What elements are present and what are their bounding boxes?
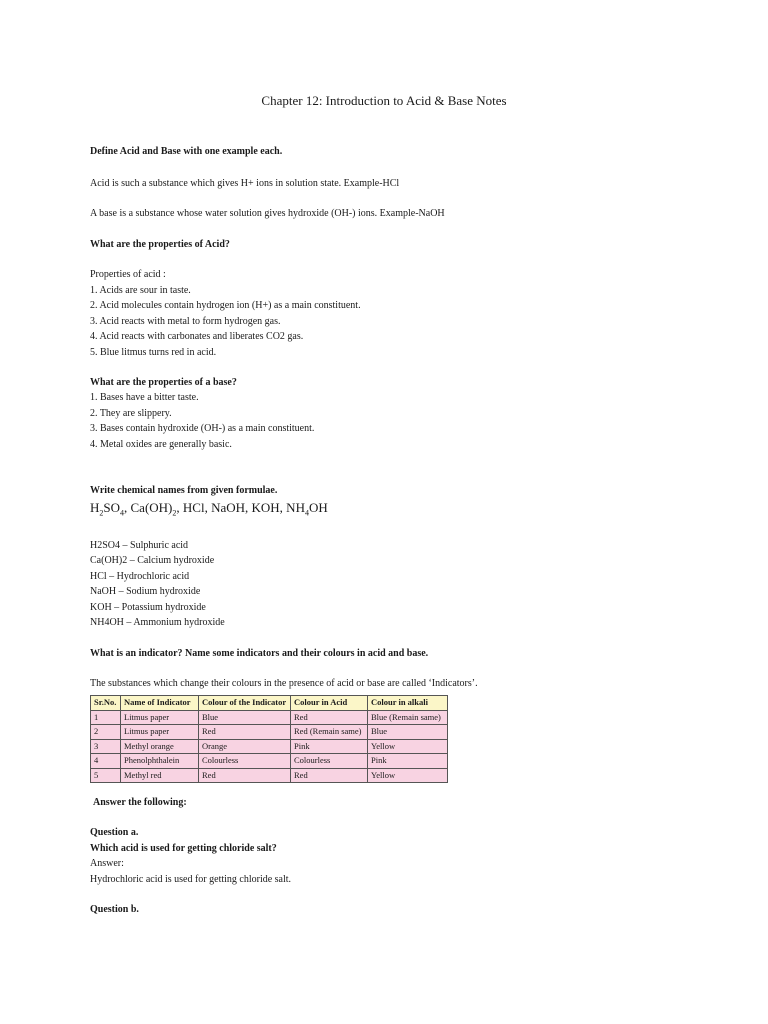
acid-properties-intro: Properties of acid : xyxy=(90,269,166,280)
base-definition: A base is a substance whose water solution gives hydroxide (OH-) ions. Example-NaOH xyxy=(90,208,445,219)
table-cell: Colourless xyxy=(199,754,291,769)
chemical-name: KOH – Potassium hydroxide xyxy=(90,602,206,613)
table-cell: Red xyxy=(291,710,368,725)
table-cell: 1 xyxy=(91,710,121,725)
formula-part: H xyxy=(90,500,100,515)
page-title: Chapter 12: Introduction to Acid & Base Notes xyxy=(261,93,507,108)
formula-list xyxy=(90,500,328,518)
formula-subscript: 2 xyxy=(99,508,104,518)
table-cell: Blue xyxy=(368,725,448,740)
table-cell: Red xyxy=(199,725,291,740)
q2-heading: What are the properties of Acid? xyxy=(90,239,230,250)
chemical-name: H2SO4 – Sulphuric acid xyxy=(90,540,189,551)
formula-part: SO xyxy=(103,500,121,515)
question-a-answer: Hydrochloric acid is used for getting chloride salt. xyxy=(90,874,292,885)
table-header-row xyxy=(91,696,448,711)
q3-heading: What are the properties of a base? xyxy=(90,377,237,388)
indicator-definition: The substances which change their colours in the presence of acid or base are called ‘Indicators’. xyxy=(90,678,478,689)
formula-part: , HCl, NaOH, KOH, NH xyxy=(176,500,305,515)
table-cell: Orange xyxy=(199,739,291,754)
question-a-text: Which acid is used for getting chloride salt? xyxy=(90,843,277,854)
chemical-name: Ca(OH)2 – Calcium hydroxide xyxy=(90,555,215,566)
q1-heading: Define Acid and Base with one example each. xyxy=(90,146,283,157)
table-cell: Blue (Remain same) xyxy=(368,710,448,725)
header-sr-no: Sr.No. xyxy=(91,696,121,711)
header-colour-acid: Colour in Acid xyxy=(291,696,368,711)
table-cell: Phenolphthalein xyxy=(121,754,199,769)
table-row xyxy=(91,739,448,754)
chemical-name: HCl – Hydrochloric acid xyxy=(90,571,190,582)
acid-property: 3. Acid reacts with metal to form hydrogen gas. xyxy=(90,316,281,327)
q4-heading: Write chemical names from given formulae. xyxy=(90,485,278,496)
base-property: 1. Bases have a bitter taste. xyxy=(90,392,199,403)
formula-part: , Ca(OH) xyxy=(124,500,173,515)
answer-label: Answer: xyxy=(90,858,124,869)
table-cell: Red xyxy=(199,768,291,783)
question-a-label: Question a. xyxy=(90,827,139,838)
acid-property: 4. Acid reacts with carbonates and liberates CO2 gas. xyxy=(90,331,304,342)
table-cell: Colourless xyxy=(291,754,368,769)
acid-property: 1. Acids are sour in taste. xyxy=(90,285,191,296)
header-indicator-colour: Colour of the Indicator xyxy=(199,696,291,711)
table-row xyxy=(91,710,448,725)
table-cell: Methyl orange xyxy=(121,739,199,754)
indicator-table xyxy=(90,695,448,783)
header-colour-alkali: Colour in alkali xyxy=(368,696,448,711)
base-property: 3. Bases contain hydroxide (OH-) as a main constituent. xyxy=(90,423,315,434)
header-indicator-name: Name of Indicator xyxy=(121,696,199,711)
table-cell: Litmus paper xyxy=(121,710,199,725)
acid-property: 2. Acid molecules contain hydrogen ion (H+) as a main constituent. xyxy=(90,300,361,311)
table-cell: Blue xyxy=(199,710,291,725)
answer-section-heading: Answer the following: xyxy=(93,797,187,808)
question-b-label: Question b. xyxy=(90,904,139,915)
table-cell: 5 xyxy=(91,768,121,783)
acid-definition: Acid is such a substance which gives H+ ions in solution state. Example-HCl xyxy=(90,178,400,189)
table-cell: Pink xyxy=(368,754,448,769)
base-property: 4. Metal oxides are generally basic. xyxy=(90,439,232,450)
table-row xyxy=(91,754,448,769)
table-cell: Red xyxy=(291,768,368,783)
table-cell: Yellow xyxy=(368,768,448,783)
formula-subscript: 4 xyxy=(304,508,309,518)
table-cell: 4 xyxy=(91,754,121,769)
table-row xyxy=(91,725,448,740)
table-cell: Pink xyxy=(291,739,368,754)
table-cell: 2 xyxy=(91,725,121,740)
table-cell: 3 xyxy=(91,739,121,754)
base-property: 2. They are slippery. xyxy=(90,408,172,419)
table-cell: Methyl red xyxy=(121,768,199,783)
formula-part: OH xyxy=(308,500,328,515)
table-cell: Yellow xyxy=(368,739,448,754)
acid-property: 5. Blue litmus turns red in acid. xyxy=(90,347,217,358)
chemical-name: NaOH – Sodium hydroxide xyxy=(90,586,201,597)
chemical-name: NH4OH – Ammonium hydroxide xyxy=(90,617,225,628)
formula-subscript: 2 xyxy=(172,508,177,518)
table-cell: Red (Remain same) xyxy=(291,725,368,740)
q5-heading: What is an indicator? Name some indicators and their colours in acid and base. xyxy=(90,648,429,659)
table-cell: Litmus paper xyxy=(121,725,199,740)
table-row xyxy=(91,768,448,783)
formula-subscript: 4 xyxy=(120,508,125,518)
